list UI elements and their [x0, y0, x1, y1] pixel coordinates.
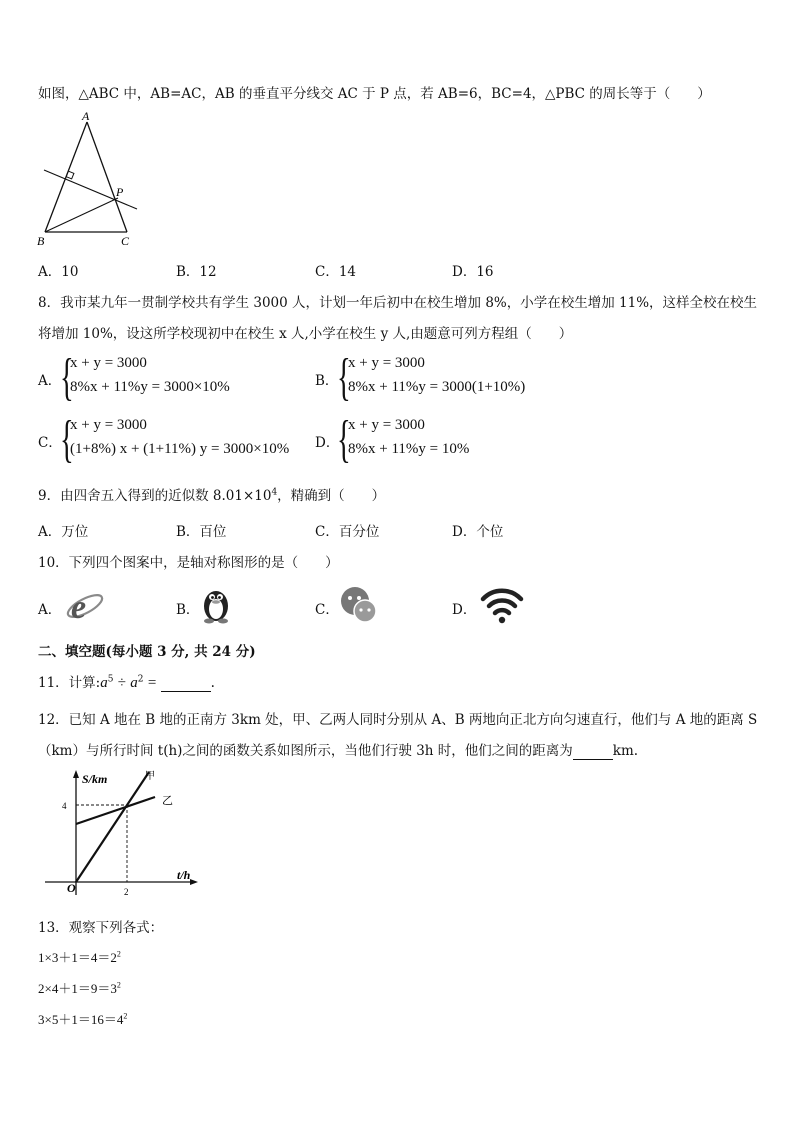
q8-option-a-eq2: 8%x + 11%y = 3000×10%	[70, 379, 230, 395]
q11-answer-blank[interactable]	[161, 675, 211, 692]
brace: {	[60, 349, 74, 406]
q7-option-a[interactable]: A．10	[38, 264, 79, 280]
series-yi-label: 乙	[162, 795, 173, 807]
q11-stem	[38, 671, 215, 692]
wifi-icon[interactable]	[479, 585, 525, 625]
q13-line-2	[38, 978, 121, 997]
vertex-b-label: B	[37, 234, 45, 248]
q11-exp1: 5	[107, 674, 114, 685]
q12-answer-blank[interactable]	[573, 743, 613, 760]
q10-stem: 10．下列四个图案中，是轴对称图形的是（ ）	[38, 555, 339, 571]
q13-line-3-exp: 2	[123, 1011, 128, 1021]
penguin-icon[interactable]	[200, 584, 232, 624]
q8-stem-line1: 8．我市某九年一贯制学校共有学生 3000 人，计划一年后初中在校生增加 8%，小学在校生增加 11%，这样全校在校生	[38, 295, 758, 311]
q8-option-d-label[interactable]: D．	[315, 435, 340, 451]
q8-option-c-label[interactable]: C．	[38, 435, 62, 451]
q8-option-d-eq1: x + y = 3000	[348, 417, 425, 433]
q12-unit: km.	[612, 743, 639, 759]
series-jia-label: 甲	[145, 771, 155, 782]
point-p-label: P	[116, 185, 124, 199]
q9-stem	[38, 484, 385, 504]
q7-stem	[38, 82, 711, 102]
q11-period: .	[210, 675, 215, 691]
q12-stem-line1: 12．已知 A 地在 B 地的正南方 3km 处，甲、乙两人同时分别从 A、B 两地向正北方向匀速直行，他们与 A 地的距离 S	[38, 712, 758, 728]
y-axis-label: S/km	[82, 772, 108, 786]
series-jia-line	[76, 772, 149, 882]
q8-option-d-eq2: 8%x + 11%y = 10%	[348, 441, 470, 457]
q11-prefix: 11．计算:	[38, 675, 101, 691]
x-axis-label: t/h	[177, 868, 191, 882]
q9-option-b[interactable]: B．百位	[176, 524, 227, 540]
q11-base2: a	[130, 675, 138, 691]
vertex-a-label: A	[82, 109, 90, 123]
q12-text: （km）与所行时间 t(h)之间的函数关系如图所示，当他们行驶 3h 时，他们之间的距离为	[38, 743, 573, 759]
q8-option-c-eq1: x + y = 3000	[70, 417, 147, 433]
q7-option-c[interactable]: C．14	[315, 264, 357, 280]
q10-option-c-label[interactable]: C．	[315, 602, 339, 618]
section-heading: 二、填空题(每小题 3 分, 共 24 分)	[38, 644, 256, 660]
series-yi-line	[76, 797, 155, 824]
q8-option-a-label[interactable]: A．	[38, 373, 62, 389]
q10-option-d-label[interactable]: D．	[452, 602, 477, 618]
q13-line-1	[38, 947, 121, 966]
q8-option-a-eq1: x + y = 3000	[70, 355, 147, 371]
q12-stem-line2	[38, 739, 638, 760]
q8-option-c-eq2: (1+8%) x + (1+11%) y = 3000×10%	[70, 441, 290, 457]
q13-line-1-text: 1×3＋1＝4＝2	[38, 950, 117, 965]
q13-stem: 13．观察下列各式：	[38, 920, 164, 936]
q8-option-b-eq1: x + y = 3000	[348, 355, 425, 371]
q8-stem-line2: 将增加 10%，设这所学校现初中在校生 x 人,小学在校生 y 人,由题意可列方程组（ ）	[38, 326, 573, 342]
q13-line-2-exp: 2	[116, 980, 121, 990]
q11-base1: a	[100, 675, 108, 691]
q9-option-a[interactable]: A．万位	[38, 524, 89, 540]
q10-option-a-label[interactable]: A．	[38, 602, 62, 618]
q12-distance-time-graph	[38, 767, 203, 902]
chat-bubbles-icon[interactable]	[339, 585, 379, 625]
q13-line-2-text: 2×4＋1＝9＝3	[38, 981, 117, 996]
y-tick-label: 4	[62, 801, 67, 811]
q9-text: 9．由四舍五入得到的近似数 8.01×10	[38, 488, 272, 504]
q10-option-b-label[interactable]: B．	[176, 602, 200, 618]
brace: {	[337, 349, 351, 406]
q13-line-3-text: 3×5＋1＝16＝4	[38, 1012, 124, 1027]
q7-triangle-figure	[30, 108, 160, 250]
brace: {	[60, 411, 74, 468]
brace: {	[337, 411, 351, 468]
q11-equals: =	[147, 675, 157, 691]
q7-option-b[interactable]: B．12	[176, 264, 217, 280]
q9-text-end: ，精确到（ ）	[277, 488, 386, 504]
origin-label: O	[67, 881, 76, 895]
q11-operator: ÷	[117, 675, 126, 691]
q7-text: 如图，△ABC 中，AB=AC，AB 的垂直平分线交 AC 于 P 点，若 AB=6，BC=4，△PBC 的周长等于（ ）	[38, 86, 711, 102]
vertex-c-label: C	[121, 234, 130, 248]
x-axis-arrow	[190, 879, 198, 885]
q13-line-3	[38, 1009, 127, 1028]
q9-option-d[interactable]: D．个位	[452, 524, 504, 540]
q7-option-d[interactable]: D．16	[452, 264, 494, 280]
q8-option-b-eq2: 8%x + 11%y = 3000(1+10%)	[348, 379, 526, 395]
q11-exp2: 2	[137, 674, 144, 685]
q13-line-1-exp: 2	[116, 949, 121, 959]
q9-option-c[interactable]: C．百分位	[315, 524, 380, 540]
q9-exponent: 4	[271, 487, 278, 498]
svg-text:e: e	[71, 589, 87, 625]
x-tick-label: 2	[124, 887, 129, 897]
ie-browser-icon[interactable]	[64, 585, 106, 625]
y-axis-arrow	[73, 770, 79, 778]
q8-option-b-label[interactable]: B．	[315, 373, 339, 389]
